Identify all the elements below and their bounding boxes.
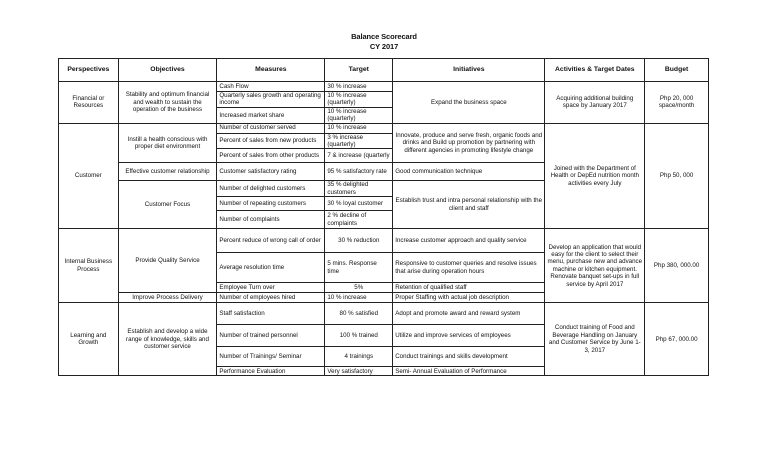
- target-cell: 30 % loyal customer: [325, 197, 393, 211]
- initiative-cell: Utilize and improve services of employees: [393, 325, 545, 347]
- header-activities: Activities & Target Dates: [545, 59, 645, 82]
- objective-cell: Improve Process Delivery: [118, 293, 217, 303]
- measure-cell: Customer satisfactory rating: [217, 163, 325, 181]
- perspective-cell: Customer: [59, 123, 119, 229]
- measure-cell: Number of Trainings/ Seminar: [217, 347, 325, 367]
- initiative-cell: Proper Staffing with actual job description: [393, 293, 545, 303]
- objective-cell: Provide Quality Service: [118, 229, 217, 293]
- table-row: [59, 229, 709, 253]
- target-cell: 10 % increase: [325, 123, 393, 133]
- header-measures: Measures: [217, 59, 325, 82]
- budget-cell: Php 20, 000 space/month: [645, 82, 709, 124]
- budget-cell: Php 67, 000.00: [645, 303, 709, 376]
- measure-cell: Cash Flow: [217, 82, 325, 92]
- activity-cell: Develop an application that would easy for the client to select their menu, purchase new and advance machine or kitchen equipment. Renovate banquet set-ups in full service by April 2017: [545, 229, 645, 303]
- target-cell: 30 % reduction: [325, 229, 393, 253]
- table-row: [59, 303, 709, 325]
- measure-cell: Percent of sales from new products: [217, 133, 325, 149]
- measure-cell: Number of repeating customers: [217, 197, 325, 211]
- measure-cell: Percent reduce of wrong call of order: [217, 229, 325, 253]
- header-initiatives: Initiatives: [393, 59, 545, 82]
- measure-cell: Quarterly sales growth and operating income: [217, 92, 325, 108]
- target-cell: 80 % satisfied: [325, 303, 393, 325]
- measure-cell: Employee Turn over: [217, 283, 325, 293]
- header-objectives: Objectives: [118, 59, 217, 82]
- initiative-cell: Expand the business space: [393, 82, 545, 124]
- initiative-cell: Conduct trainings and skills development: [393, 347, 545, 367]
- header-perspectives: Perspectives: [59, 59, 119, 82]
- perspective-cell: Learning and Growth: [59, 303, 119, 376]
- measure-cell: Average resolution time: [217, 253, 325, 283]
- objective-cell: Establish and develop a wide range of knowledge, skills and customer service: [118, 303, 217, 376]
- initiative-cell: Semi- Annual Evaluation of Performance: [393, 367, 545, 376]
- initiative-cell: Good communication technique: [393, 163, 545, 181]
- measure-cell: Number of customer served: [217, 123, 325, 133]
- objective-cell: Customer Focus: [118, 181, 217, 229]
- header-budget: Budget: [645, 59, 709, 82]
- initiative-cell: Establish trust and intra personal relationship with the client and staff: [393, 181, 545, 229]
- document-title: Balance Scorecard: [351, 32, 417, 41]
- measure-cell: Number of trained personnel: [217, 325, 325, 347]
- measure-cell: Increased market share: [217, 107, 325, 123]
- header-row: [59, 59, 709, 82]
- measure-cell: Percent of sales from other products: [217, 149, 325, 163]
- target-cell: 5 mins. Response time: [325, 253, 393, 283]
- document-title-block: [0, 32, 768, 52]
- budget-cell: Php 380, 000.00: [645, 229, 709, 303]
- activity-cell: Acquiring additional building space by January 2017: [545, 82, 645, 124]
- objective-cell: Stability and optimum financial and wealth to sustain the operation of the business: [118, 82, 217, 124]
- document-subtitle: CY 2017: [369, 42, 399, 51]
- target-cell: 7 & increase (quarterly: [325, 149, 393, 163]
- table-row: [59, 123, 709, 133]
- initiative-cell: Increase customer approach and quality service: [393, 229, 545, 253]
- target-cell: 95 % satisfactory rate: [325, 163, 393, 181]
- perspective-cell: Financial or Resources: [59, 82, 119, 124]
- target-cell: 10 % increase (quarterly): [325, 107, 393, 123]
- initiative-cell: Responsive to customer queries and resolve issues that arise during operation hours: [393, 253, 545, 283]
- activity-cell: Joined with the Department of Health or DepEd nutrition month activities every July: [545, 123, 645, 229]
- target-cell: Very satisfactory: [325, 367, 393, 376]
- initiative-cell: Adopt and promote award and reward system: [393, 303, 545, 325]
- target-cell: 10 % increase (quarterly): [325, 92, 393, 108]
- measure-cell: Staff satisfaction: [217, 303, 325, 325]
- target-cell: 100 % trained: [325, 325, 393, 347]
- target-cell: 10 % increase: [325, 293, 393, 303]
- initiative-cell: Innovate, produce and serve fresh, organic foods and drinks and Build up promotion by partnering with different agencies in promoting lifestyle change: [393, 123, 545, 163]
- target-cell: 2 % decline of complaints: [325, 211, 393, 229]
- target-cell: 5%: [325, 283, 393, 293]
- measure-cell: Number of delighted customers: [217, 181, 325, 197]
- target-cell: 30 % increase: [325, 82, 393, 92]
- measure-cell: Number of complaints: [217, 211, 325, 229]
- activity-cell: Conduct training of Food and Beverage Handling on January and Customer Service by June 1-3, 2017: [545, 303, 645, 376]
- balance-scorecard-table: [58, 58, 709, 376]
- target-cell: 35 % delighted customers: [325, 181, 393, 197]
- perspective-cell: Internal Business Process: [59, 229, 119, 303]
- table-row: [59, 82, 709, 92]
- budget-cell: Php 50, 000: [645, 123, 709, 229]
- objective-cell: Effective customer relationship: [118, 163, 217, 181]
- target-cell: 3 % increase (quarterly): [325, 133, 393, 149]
- header-target: Target: [325, 59, 393, 82]
- measure-cell: Number of employees hired: [217, 293, 325, 303]
- target-cell: 4 trainings: [325, 347, 393, 367]
- measure-cell: Performance Evaluation: [217, 367, 325, 376]
- initiative-cell: Retention of qualified staff: [393, 283, 545, 293]
- objective-cell: Instill a health conscious with proper diet environment: [118, 123, 217, 163]
